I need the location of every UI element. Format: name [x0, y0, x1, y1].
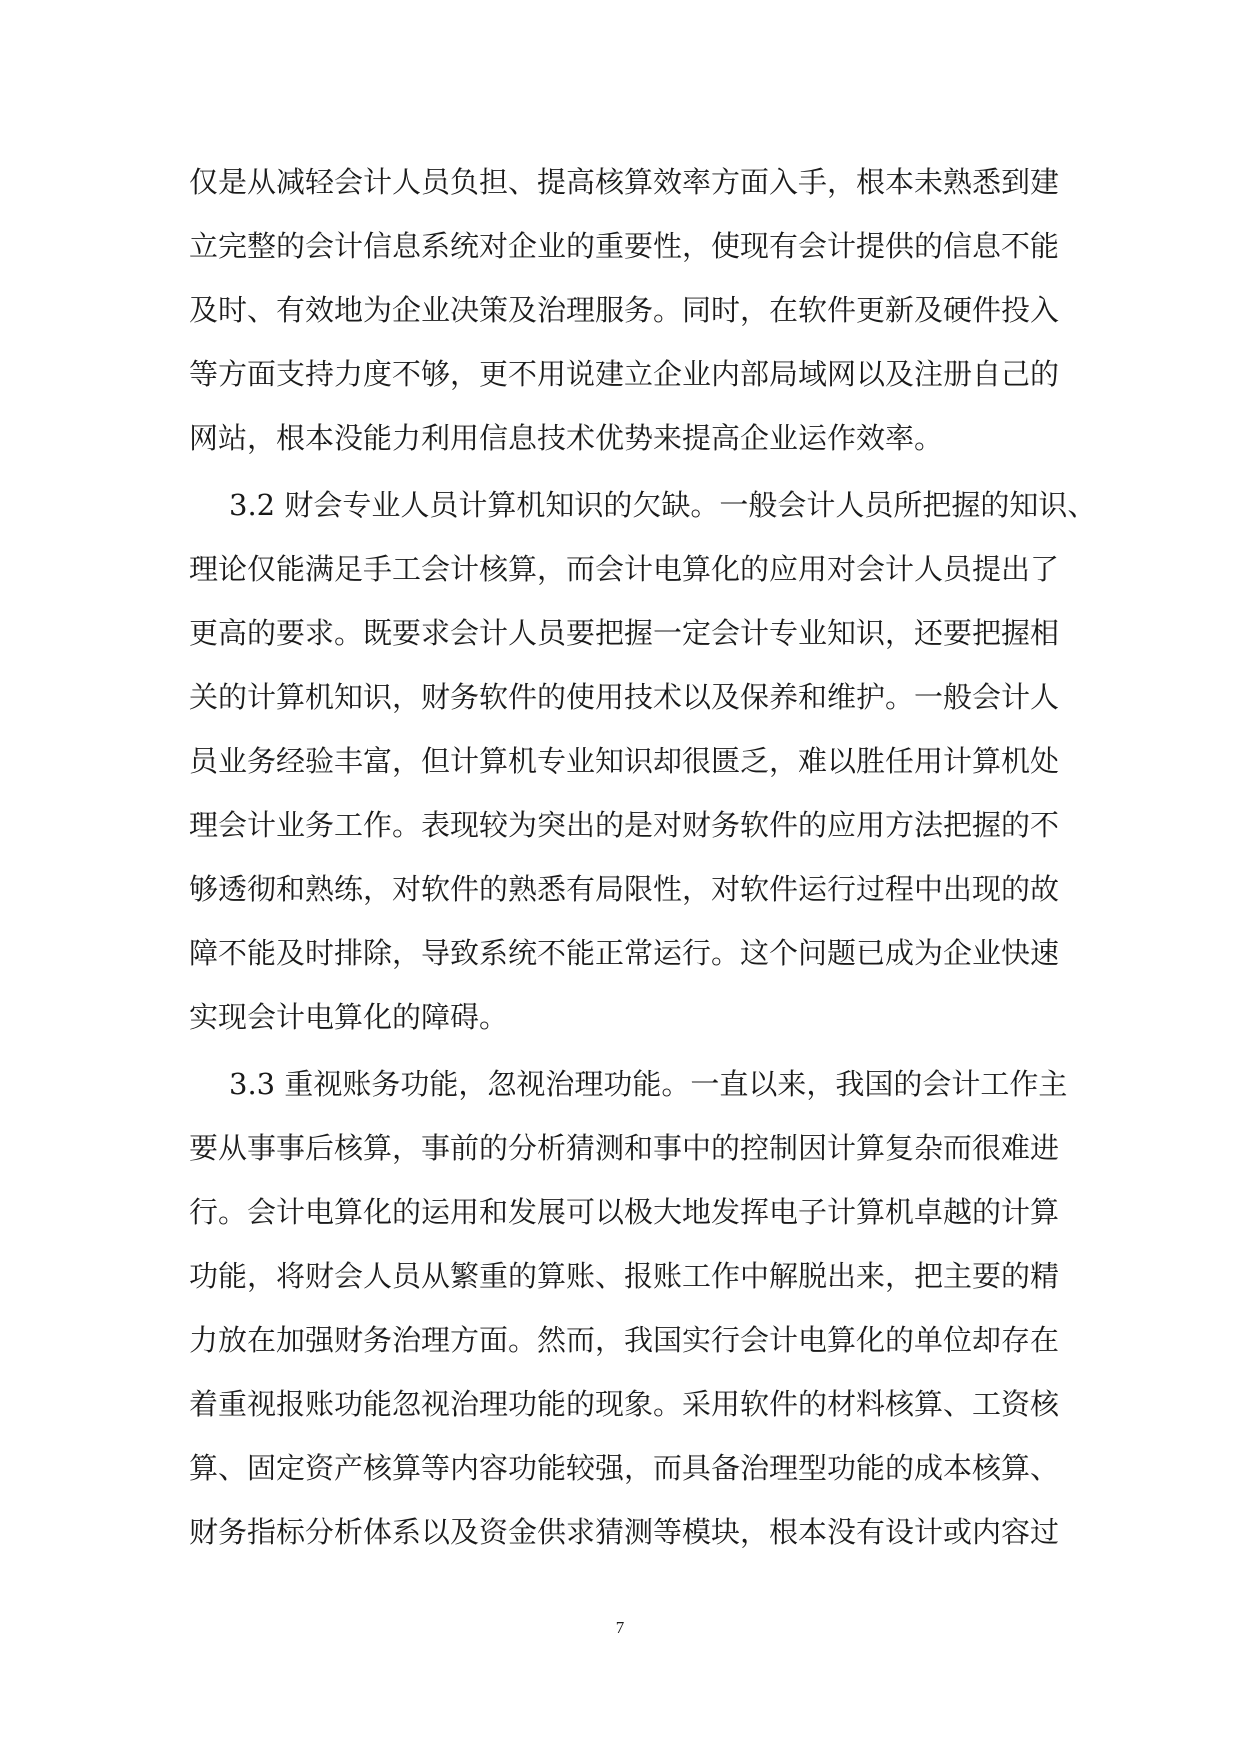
text-line: 立完整的会计信息系统对企业的重要性，使现有会计提供的信息不能: [189, 229, 1060, 263]
text-line: 够透彻和熟练，对软件的熟悉有局限性，对软件运行过程中出现的故: [189, 872, 1060, 906]
page-number: 7: [615, 1618, 625, 1637]
section-heading-line: 3.3 重视账务功能，忽视治理功能。一直以来，我国的会计工作主: [229, 1067, 1068, 1101]
text-line: 更高的要求。既要求会计人员要把握一定会计专业知识，还要把握相: [189, 616, 1060, 650]
text-line: 仅是从减轻会计人员负担、提高核算效率方面入手，根本未熟悉到建: [189, 165, 1060, 199]
text-line: 及时、有效地为企业决策及治理服务。同时，在软件更新及硬件投入: [189, 293, 1060, 327]
text-line: 财务指标分析体系以及资金供求猜测等模块，根本没有设计或内容过: [189, 1515, 1060, 1549]
text-line: 等方面支持力度不够，更不用说建立企业内部局域网以及注册自己的: [189, 357, 1060, 391]
text-line: 着重视报账功能忽视治理功能的现象。采用软件的材料核算、工资核: [189, 1387, 1060, 1421]
text-line: 实现会计电算化的障碍。: [189, 1000, 509, 1034]
text-line: 力放在加强财务治理方面。然而，我国实行会计电算化的单位却存在: [189, 1323, 1060, 1357]
text-line: 理会计业务工作。表现较为突出的是对财务软件的应用方法把握的不: [189, 808, 1060, 842]
text-line: 行。会计电算化的运用和发展可以极大地发挥电子计算机卓越的计算: [189, 1195, 1060, 1229]
section-heading-line: 3.2 财会专业人员计算机知识的欠缺。一般会计人员所把握的知识、: [229, 488, 1097, 522]
text-line: 理论仅能满足手工会计核算，而会计电算化的应用对会计人员提出了: [189, 552, 1060, 586]
text-line: 网站，根本没能力利用信息技术优势来提高企业运作效率。: [189, 421, 944, 455]
text-line: 关的计算机知识，财务软件的使用技术以及保养和维护。一般会计人: [189, 680, 1060, 714]
text-line: 功能，将财会人员从繁重的算账、报账工作中解脱出来，把主要的精: [189, 1259, 1060, 1293]
text-line: 要从事事后核算，事前的分析猜测和事中的控制因计算复杂而很难进: [189, 1131, 1060, 1165]
text-line: 员业务经验丰富，但计算机专业知识却很匮乏，难以胜任用计算机处: [189, 744, 1060, 778]
text-line: 算、固定资产核算等内容功能较强，而具备治理型功能的成本核算、: [189, 1451, 1060, 1485]
text-line: 障不能及时排除，导致系统不能正常运行。这个问题已成为企业快速: [189, 936, 1060, 970]
